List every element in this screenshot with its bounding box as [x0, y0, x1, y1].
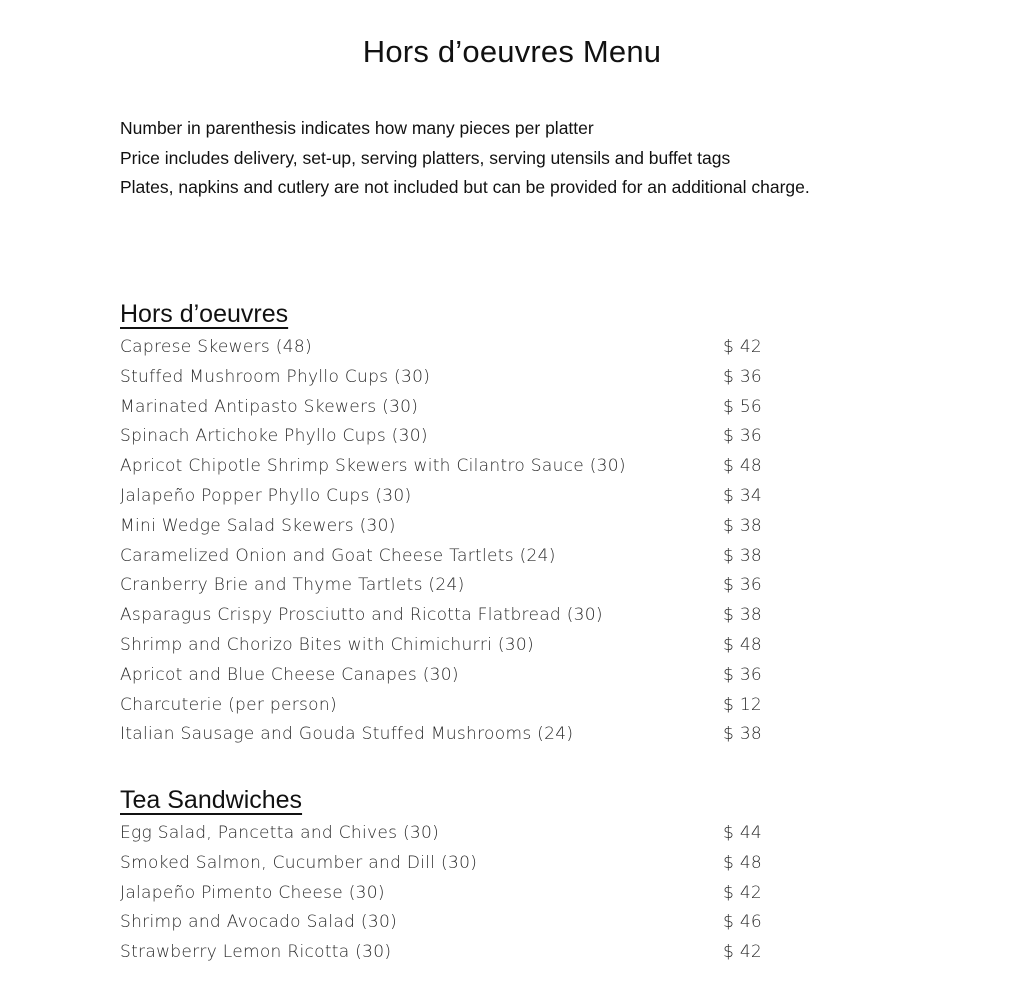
section-hors-doeuvres	[120, 297, 780, 750]
menu-item	[120, 691, 780, 721]
menu-item-name: Marinated Antipasto Skewers (30)	[120, 396, 419, 417]
menu-item-price: $ 48	[723, 852, 763, 873]
menu-item-price: $ 34	[723, 485, 763, 506]
menu-item-name: Strawberry Lemon Ricotta (30)	[120, 942, 392, 963]
menu-item	[120, 849, 780, 879]
menu-item-name: Charcuterie (per person)	[120, 694, 337, 715]
menu-item-name: Cranberry Brie and Thyme Tartlets (24)	[120, 575, 465, 596]
menu-item-name: Egg Salad, Pancetta and Chives (30)	[120, 823, 440, 843]
intro-notes	[120, 114, 880, 203]
menu-item	[120, 661, 780, 691]
menu-item-name: Apricot Chipotle Shrimp Skewers with Cilantro Sauce (30)	[120, 456, 626, 477]
menu-item-name: Smoked Salmon, Cucumber and Dill (30)	[120, 852, 478, 873]
intro-line-price-includes: Price includes delivery, set-up, serving platters, serving utensils and buffet tags	[120, 147, 731, 168]
menu-item-name: Stuffed Mushroom Phyllo Cups (30)	[120, 366, 431, 387]
menu-item-name: Asparagus Crispy Prosciutto and Ricotta Flatbread (30)	[120, 605, 603, 626]
menu-item-price: $ 36	[723, 426, 763, 447]
menu-item	[120, 452, 780, 482]
menu-item	[120, 720, 780, 750]
menu-item	[120, 631, 780, 661]
menu-item-name: Caprese Skewers (48)	[120, 337, 312, 357]
menu-item	[120, 512, 780, 542]
menu-item	[120, 542, 780, 572]
menu-item-price: $ 38	[723, 545, 763, 566]
menu-item-list	[120, 819, 780, 968]
menu-item-name: Mini Wedge Salad Skewers (30)	[120, 515, 396, 536]
menu-item	[120, 333, 780, 363]
menu-item-price: $ 48	[723, 456, 763, 477]
page-title: Hors d’oeuvres Menu	[362, 34, 662, 69]
menu-item-name: Shrimp and Avocado Salad (30)	[120, 912, 398, 933]
menu-item	[120, 601, 780, 631]
menu-item-price: $ 36	[723, 664, 763, 685]
menu-item-price: $ 38	[723, 605, 763, 626]
intro-line-not-included: Plates, napkins and cutlery are not included but can be provided for an additional charge.	[120, 177, 810, 197]
menu-item-price: $ 12	[723, 694, 763, 715]
menu-item-list	[120, 333, 780, 750]
menu-item-price: $ 48	[723, 634, 763, 655]
menu-item-price: $ 42	[723, 942, 763, 963]
intro-line-pieces: Number in parenthesis indicates how many pieces per platter	[120, 118, 594, 138]
section-tea-sandwiches	[120, 783, 780, 968]
menu-item-name: Apricot and Blue Cheese Canapes (30)	[120, 664, 459, 685]
menu-item-name: Spinach Artichoke Phyllo Cups (30)	[120, 426, 428, 447]
menu-item-name: Shrimp and Chorizo Bites with Chimichurri (30)	[120, 634, 534, 655]
menu-item-price: $ 36	[723, 575, 763, 596]
menu-item	[120, 908, 780, 938]
menu-item-price: $ 38	[723, 724, 763, 745]
menu-item	[120, 393, 780, 423]
menu-item-price: $ 42	[723, 337, 763, 357]
menu-item	[120, 819, 780, 849]
menu-item	[120, 482, 780, 512]
section-heading: Tea Sandwiches	[120, 786, 303, 814]
menu-item-price: $ 44	[723, 823, 763, 843]
menu-item-name: Jalapeño Popper Phyllo Cups (30)	[120, 485, 412, 506]
menu-item	[120, 363, 780, 393]
menu-item-name: Caramelized Onion and Goat Cheese Tartlets (24)	[120, 545, 556, 566]
menu-item-name: Italian Sausage and Gouda Stuffed Mushrooms (24)	[120, 724, 574, 745]
menu-item	[120, 879, 780, 909]
menu-item	[120, 938, 780, 968]
section-heading: Hors d’oeuvres	[120, 300, 289, 328]
menu-item-price: $ 46	[723, 912, 763, 933]
menu-item-price: $ 36	[723, 366, 763, 387]
menu-item-price: $ 42	[723, 882, 763, 903]
menu-item-price: $ 56	[723, 396, 763, 417]
menu-item-name: Jalapeño Pimento Cheese (30)	[120, 882, 385, 903]
menu-item	[120, 571, 780, 601]
menu-item	[120, 422, 780, 452]
menu-item-price: $ 38	[723, 515, 763, 536]
